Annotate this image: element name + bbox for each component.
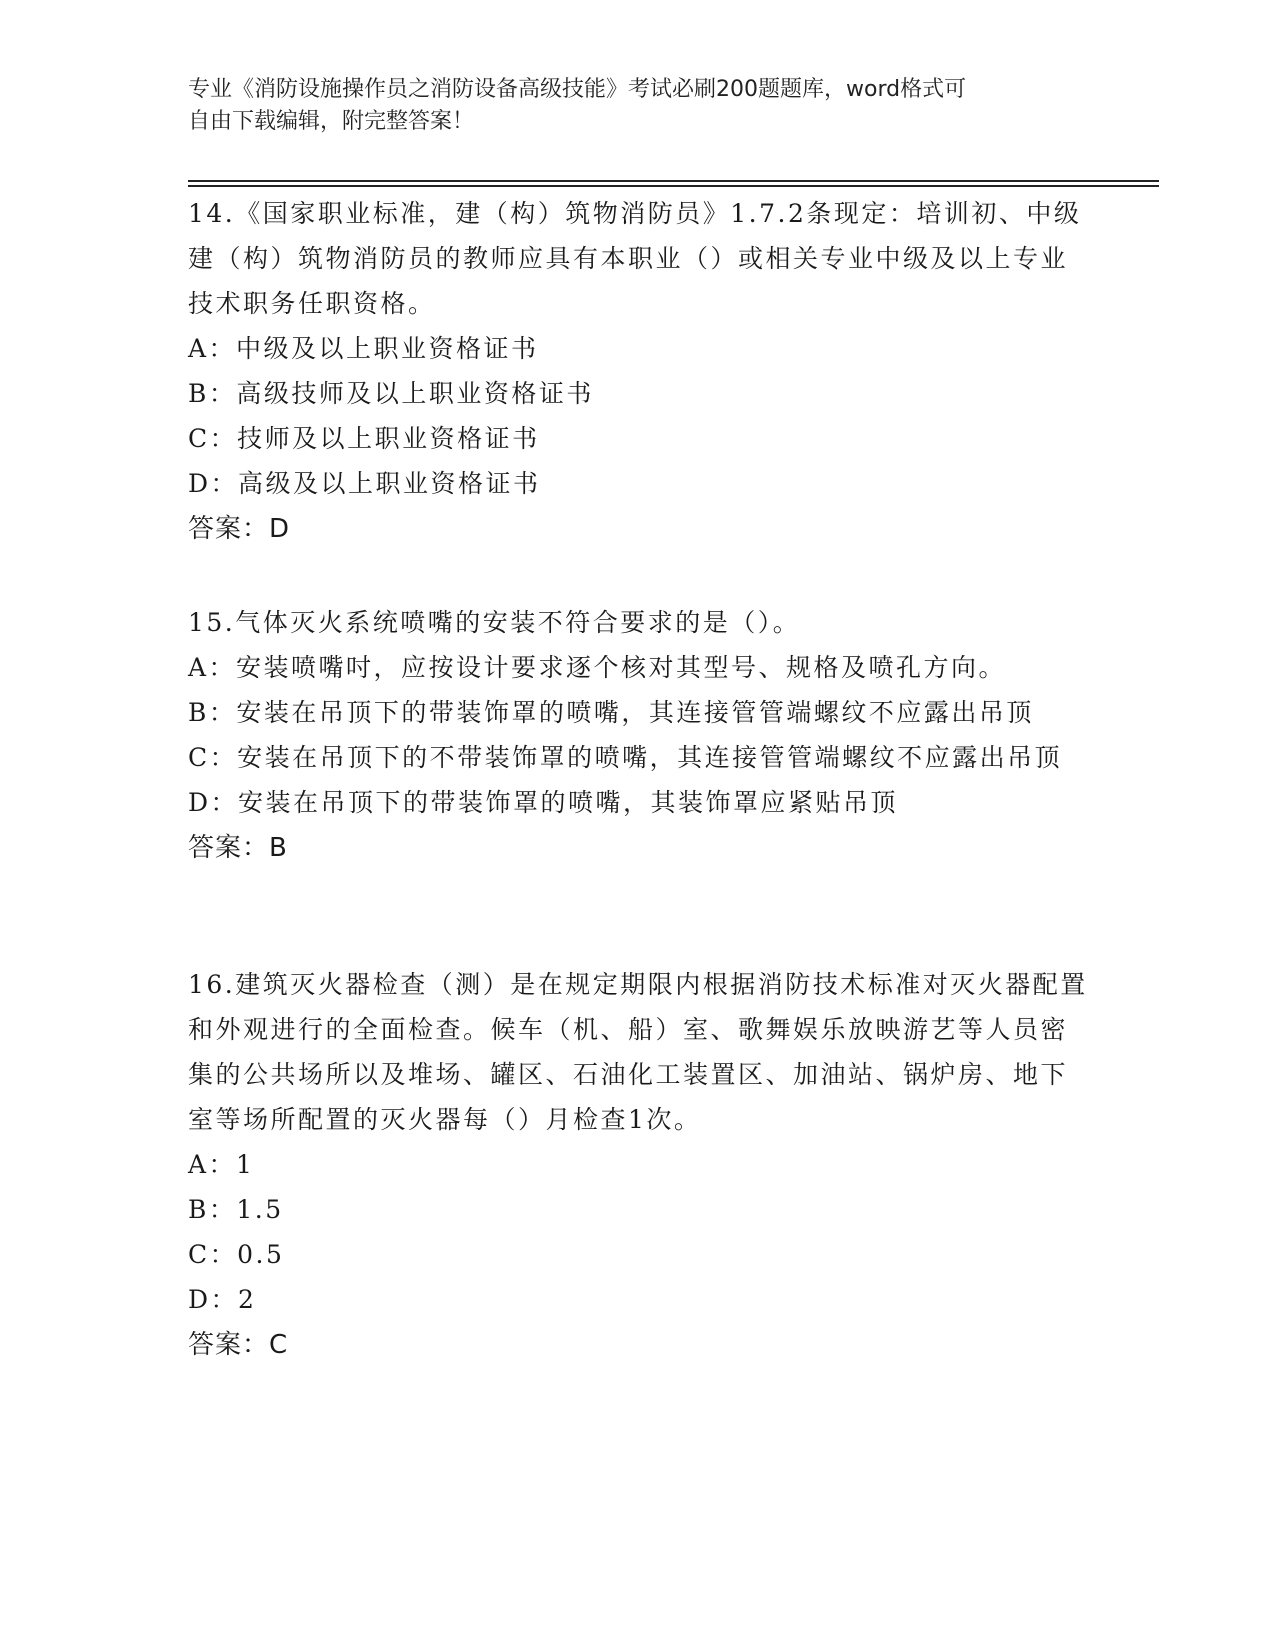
question-text: 16.建筑灭火器检查（测）是在规定期限内根据消防技术标准对灭火器配置和外观进行的全面检查。候车（机、船）室、歌舞娱乐放映游艺等人员密集的公共场所以及堆场、罐区、石油化工装置区、加油站、锅炉房、地下室等场所配置的灭火器每（）月检查1次。 <box>188 970 1088 1134</box>
question-text: 15.气体灭火系统喷嘴的安装不符合要求的是（）。 <box>188 608 801 637</box>
option-c: C：技师及以上职业资格证书 <box>188 424 540 453</box>
header-line-1: 专业《消防设施操作员之消防设备高级技能》考试必刷200题题库，word格式可 <box>188 77 967 102</box>
answer-label: 答案：D <box>188 514 291 544</box>
option-d: D：2 <box>188 1285 257 1314</box>
document-header <box>188 74 1088 138</box>
option-d: D：安装在吊顶下的带装饰罩的喷嘴，其装饰罩应紧贴吊顶 <box>188 788 899 817</box>
header-divider-top <box>188 180 1159 182</box>
option-c: C：0.5 <box>188 1240 285 1269</box>
option-a: A：中级及以上职业资格证书 <box>188 334 539 363</box>
option-b: B：安装在吊顶下的带装饰罩的喷嘴，其连接管管端螺纹不应露出吊顶 <box>188 698 1034 727</box>
question-14 <box>188 191 1088 552</box>
option-a: A：安装喷嘴吋，应按设计要求逐个核对其型号、规格及喷孔方向。 <box>188 653 1007 682</box>
option-a: A：1 <box>188 1150 255 1179</box>
option-c: C：安装在吊顶下的不带装饰罩的喷嘴，其连接管管端螺纹不应露出吊顶 <box>188 743 1063 772</box>
question-16 <box>188 962 1088 1368</box>
option-d: D：高级及以上职业资格证书 <box>188 469 541 498</box>
answer-label: 答案：C <box>188 1330 289 1360</box>
option-b: B：高级技师及以上职业资格证书 <box>188 379 594 408</box>
answer-label: 答案：B <box>188 833 288 863</box>
question-text: 14.《国家职业标准，建（构）筑物消防员》1.7.2条现定：培训初、中级建（构）筑物消防员的教师应具有本职业（）或相关专业中级及以上专业技术职务任职资格。 <box>188 199 1082 318</box>
option-b: B：1.5 <box>188 1195 284 1224</box>
question-15 <box>188 600 1088 871</box>
header-line-2: 自由下载编辑，附完整答案！ <box>188 109 475 134</box>
header-divider-bottom <box>188 185 1159 187</box>
